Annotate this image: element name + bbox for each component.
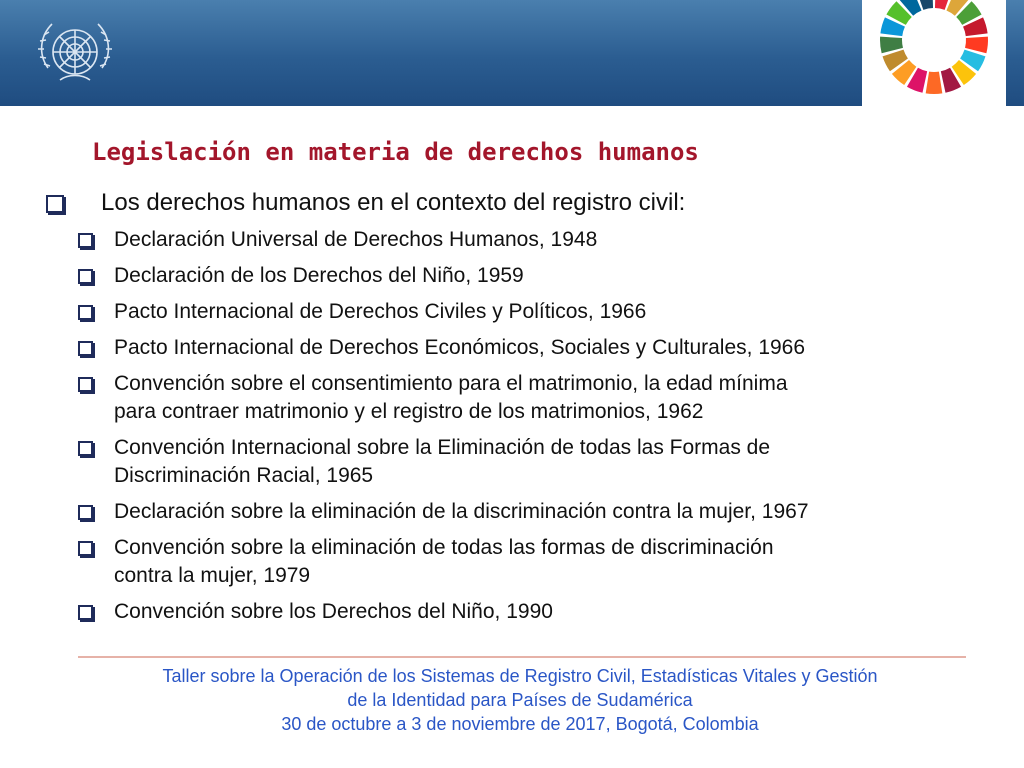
sdg-wheel-segment	[880, 37, 903, 54]
checkbox-bullet-icon	[78, 441, 93, 456]
checkbox-bullet-icon	[46, 195, 64, 213]
sdg-wheel-segment	[926, 72, 943, 94]
sdg-wheel-icon	[874, 0, 994, 106]
footer-line-3: 30 de octubre a 3 de noviembre de 2017, Bogotá, Colombia	[281, 714, 759, 734]
list-item	[78, 498, 978, 526]
checkbox-bullet-icon	[78, 505, 93, 520]
checkbox-bullet-icon	[78, 341, 93, 356]
slide-title: Legislación en materia de derechos humanos	[92, 138, 699, 166]
footer-divider	[78, 656, 966, 658]
footer	[0, 664, 1024, 736]
list-item-text: Declaración Universal de Derechos Humanos, 1948	[114, 228, 598, 251]
main-bullet	[46, 188, 685, 218]
list-item	[78, 226, 978, 254]
sdg-logo-container	[862, 0, 1006, 106]
list-item	[78, 262, 978, 290]
list-item-text: Pacto Internacional de Derechos Civiles y Políticos, 1966	[114, 300, 647, 323]
main-bullet-text: Los derechos humanos en el contexto del registro civil:	[101, 189, 686, 216]
list-item-text: Declaración de los Derechos del Niño, 1959	[114, 264, 524, 287]
footer-line-2: de la Identidad para Países de Sudamérica	[347, 690, 693, 710]
sdg-wheel-segment	[965, 37, 988, 54]
checkbox-bullet-icon	[78, 269, 93, 284]
list-item-text: Convención Internacional sobre la Eliminación de todas las Formas de Discriminación Racial, 1965	[114, 436, 771, 487]
list-item	[78, 598, 978, 626]
list-item-text: Convención sobre la eliminación de todas las formas de discriminación contra la mujer, 1979	[114, 536, 774, 587]
footer-line-1: Taller sobre la Operación de los Sistemas de Registro Civil, Estadísticas Vitales y Gestión	[162, 666, 878, 686]
list-item	[78, 534, 978, 590]
list-item	[78, 434, 978, 490]
checkbox-bullet-icon	[78, 605, 93, 620]
list-item	[78, 298, 978, 326]
list-item	[78, 334, 978, 362]
list-item	[78, 370, 978, 426]
checkbox-bullet-icon	[78, 305, 93, 320]
checkbox-bullet-icon	[78, 377, 93, 392]
checkbox-bullet-icon	[78, 541, 93, 556]
list-item-text: Declaración sobre la eliminación de la discriminación contra la mujer, 1967	[114, 500, 809, 523]
checkbox-bullet-icon	[78, 233, 93, 248]
sub-bullet-list	[78, 226, 978, 634]
list-item-text: Pacto Internacional de Derechos Económicos, Sociales y Culturales, 1966	[114, 336, 806, 359]
list-item-text: Convención sobre los Derechos del Niño, 1990	[114, 600, 553, 623]
list-item-text: Convención sobre el consentimiento para el matrimonio, la edad mínima para contraer matrimonio y el registro de los matrimonios, 1962	[114, 372, 788, 423]
un-emblem-icon	[30, 16, 120, 92]
